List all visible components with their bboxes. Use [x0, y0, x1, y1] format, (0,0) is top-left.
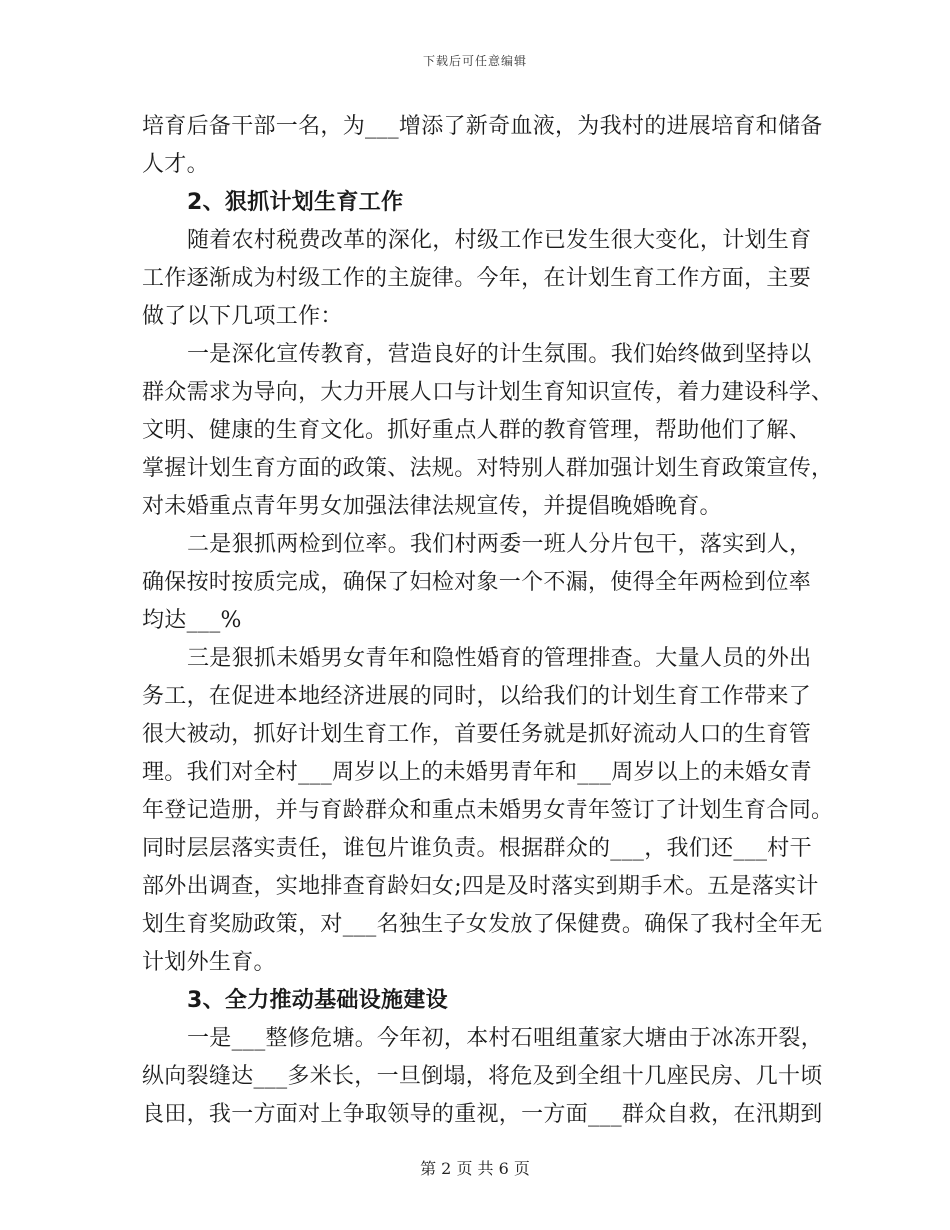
- text-line: 对未婚重点青年男女加强法律法规宣传，并提倡晚婚晚育。: [142, 494, 722, 519]
- text-line: 工作逐渐成为村级工作的主旋律。今年，在计划生育工作方面，主要: [142, 266, 812, 291]
- text-line: 培育后备干部一名，为___增添了新奇血液，为我村的进展培育和储备: [142, 114, 823, 139]
- text-line: 均达___%: [142, 608, 242, 633]
- text-line: 二是狠抓两检到位率。我们村两委一班人分片包干，落实到人，: [187, 532, 812, 557]
- text-line: 年登记造册，并与育龄群众和重点未婚男女青年签订了计划生育合同。: [142, 798, 834, 823]
- text-line: 很大被动，抓好计划生育工作，首要任务就是抓好流动人口的生育管: [142, 722, 812, 747]
- text-line: 部外出调查，实地排查育龄妇女;四是及时落实到期手术。五是落实计: [142, 874, 819, 899]
- text-line: 做了以下几项工作：: [142, 304, 343, 329]
- text-line: 掌握计划生育方面的政策、法规。对特别人群加强计划生育政策宣传，: [142, 456, 834, 481]
- text-line: 人才。: [142, 152, 209, 177]
- page-footer: 第 2 页 共 6 页: [420, 1159, 530, 1178]
- section-heading: 2、狠抓计划生育工作: [187, 190, 404, 215]
- page-header: 下载后可任意编辑: [422, 54, 527, 68]
- text-line: 三是狠抓未婚男女青年和隐性婚育的管理排查。大量人员的外出: [187, 646, 812, 671]
- text-line: 划生育奖励政策，对___名独生子女发放了保健费。确保了我村全年无: [142, 912, 823, 937]
- text-line: 一是___整修危塘。今年初，本村石咀组董家大塘由于冰冻开裂，: [187, 1026, 824, 1051]
- text-line: 理。我们对全村___周岁以上的未婚男青年和___周岁以上的未婚女青: [142, 760, 812, 785]
- section-heading: 3、全力推动基础设施建设: [187, 988, 448, 1013]
- text-line: 良田，我一方面对上争取领导的重视，一方面___群众自救，在汛期到: [142, 1102, 823, 1127]
- text-line: 随着农村税费改革的深化，村级工作已发生很大变化，计划生育: [187, 228, 812, 253]
- text-line: 计划外生育。: [142, 950, 276, 975]
- text-line: 群众需求为导向，大力开展人口与计划生育知识宣传，着力建设科学、: [142, 380, 834, 405]
- text-line: 确保按时按质完成，确保了妇检对象一个不漏，使得全年两检到位率: [142, 570, 812, 595]
- text-line: 务工，在促进本地经济进展的同时，以给我们的计划生育工作带来了: [142, 684, 812, 709]
- text-line: 文明、健康的生育文化。抓好重点人群的教育管理，帮助他们了解、: [142, 418, 812, 443]
- document-body: [142, 108, 834, 1134]
- text-line: 一是深化宣传教育，营造良好的计生氛围。我们始终做到坚持以: [187, 342, 812, 367]
- text-line: 同时层层落实责任，谁包片谁负责。根据群众的___，我们还___村干: [142, 836, 812, 861]
- text-line: 纵向裂缝达___多米长，一旦倒塌，将危及到全组十几座民房、几十顷: [142, 1064, 823, 1089]
